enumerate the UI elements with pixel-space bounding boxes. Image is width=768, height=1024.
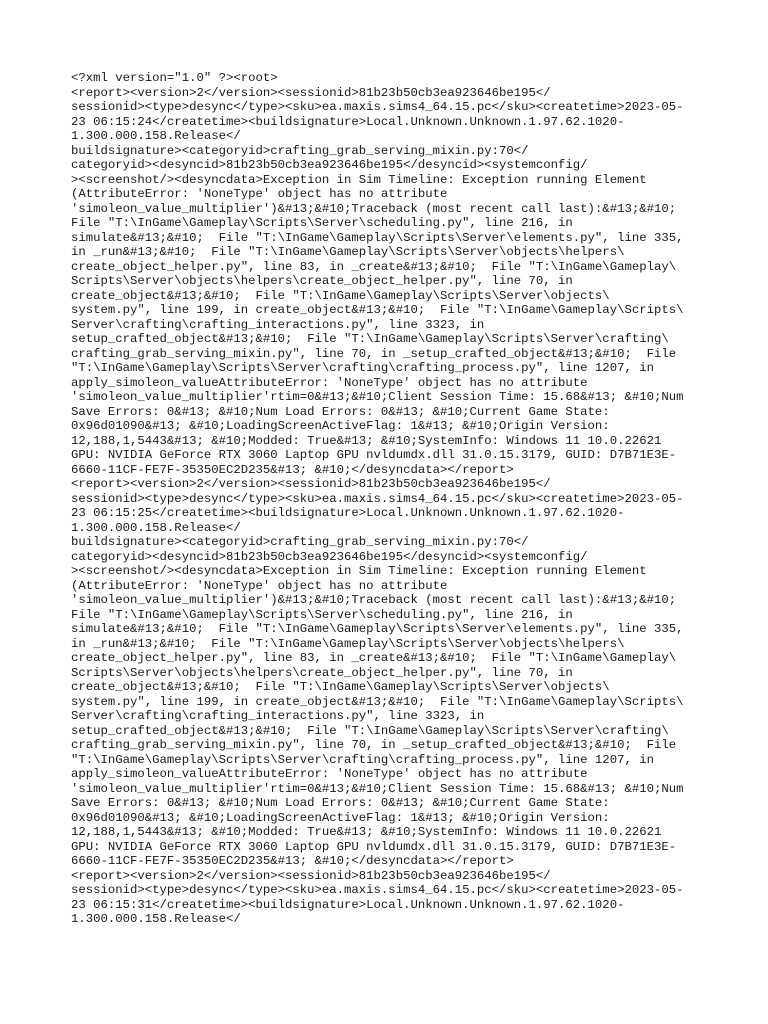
text-line: 12,188,1,5443&#13; &#10;Modded: True&#13; &#10;SystemInfo: Windows 11 10.0.22621: [71, 825, 662, 839]
text-line: (AttributeError: 'NoneType' object has no attribute: [71, 578, 448, 593]
text-line: (AttributeError: 'NoneType' object has no attribute: [71, 187, 448, 201]
text-line: create_object&#13;&#10; File "T:\InGame\Gameplay\Scripts\Server\objects\: [71, 288, 610, 303]
text-line: <report><version>2</version><sessionid>81b23b50cb3ea923646be195</: [71, 85, 551, 100]
text-line: 6660-11CF-FE7F-35350EC2D235&#13; &#10;</desyncdata></report>: [71, 462, 514, 477]
text-line: apply_simoleon_valueAttributeError: 'NoneType' object has no attribute: [71, 375, 588, 390]
text-line: create_object&#13;&#10; File "T:\InGame\Gameplay\Scripts\Server\objects\: [71, 680, 610, 694]
text-line: setup_crafted_object&#13;&#10; File "T:\InGame\Gameplay\Scripts\Server\crafting\: [71, 332, 669, 346]
text-line: buildsignature><categoryid>crafting_grab_serving_mixin.py:70</: [71, 535, 529, 549]
text-line: 23 06:15:24</createtime><buildsignature>Local.Unknown.Unknown.1.97.62.1020-: [71, 114, 625, 129]
text-line: create_object_helper.py", line 83, in _create&#13;&#10; File "T:\InGame\Gameplay\: [71, 259, 677, 274]
text-line: 0x96d01090&#13; &#10;LoadingScreenActiveFlag: 1&#13; &#10;Origin Version:: [71, 810, 610, 825]
text-line: buildsignature><categoryid>crafting_grab_serving_mixin.py:70</: [71, 143, 529, 158]
text-line: 'simoleon_value_multiplier')&#13;&#10;Traceback (most recent call last):&#13;&#10;: [71, 593, 677, 607]
text-line: GPU: NVIDIA GeForce RTX 3060 Laptop GPU nvldumdx.dll 31.0.15.3179, GUID: D7B71E3E-: [71, 448, 677, 462]
text-line: in _run&#13;&#10; File "T:\InGame\Gameplay\Scripts\Server\objects\helpers\: [71, 245, 625, 259]
text-line: 23 06:15:25</createtime><buildsignature>Local.Unknown.Unknown.1.97.62.1020-: [71, 506, 625, 520]
text-line: "T:\InGame\Gameplay\Scripts\Server\crafting\crafting_process.py", line 1207, in: [71, 752, 654, 767]
text-line: 6660-11CF-FE7F-35350EC2D235&#13; &#10;</desyncdata></report>: [71, 854, 514, 868]
text-line: Server\crafting\crafting_interactions.py", line 3323, in: [71, 709, 485, 723]
text-line: 1.300.000.158.Release</: [71, 520, 241, 535]
text-line: File "T:\InGame\Gameplay\Scripts\Server\scheduling.py", line 216, in: [71, 216, 573, 230]
text-line: Server\crafting\crafting_interactions.py", line 3323, in: [71, 317, 485, 332]
text-line: categoryid><desyncid>81b23b50cb3ea923646be195</desyncid><systemconfig/: [71, 158, 588, 172]
text-line: simulate&#13;&#10; File "T:\InGame\Gameplay\Scripts\Server\elements.py", line 335,: [71, 622, 684, 636]
text-line: <report><version>2</version><sessionid>81b23b50cb3ea923646be195</: [71, 868, 551, 883]
text-line: "T:\InGame\Gameplay\Scripts\Server\crafting\crafting_process.py", line 1207, in: [71, 361, 654, 375]
text-line: system.py", line 199, in create_object&#13;&#10; File "T:\InGame\Gameplay\Scripts\: [71, 694, 684, 709]
text-line: system.py", line 199, in create_object&#13;&#10; File "T:\InGame\Gameplay\Scripts\: [71, 303, 684, 317]
text-line: crafting_grab_serving_mixin.py", line 70, in _setup_crafted_object&#13;&#10; File: [71, 346, 677, 361]
text-line: 'simoleon_value_multiplier'rtim=0&#13;&#10;Client Session Time: 15.68&#13; &#10;Num: [71, 390, 684, 404]
text-line: Save Errors: 0&#13; &#10;Num Load Errors: 0&#13; &#10;Current Game State:: [71, 404, 610, 419]
text-line: sessionid><type>desync</type><sku>ea.maxis.sims4_64.15.pc</sku><createtime>2023-05-: [71, 100, 684, 114]
text-line: <?xml version="1.0" ?><root>: [71, 71, 278, 85]
text-line: Scripts\Server\objects\helpers\create_object_helper.py", line 70, in: [71, 274, 573, 288]
text-line: create_object_helper.py", line 83, in _create&#13;&#10; File "T:\InGame\Gameplay\: [71, 651, 677, 665]
text-line: 1.300.000.158.Release</: [71, 912, 241, 926]
xml-log-text: [71, 71, 711, 927]
text-line: 'simoleon_value_multiplier')&#13;&#10;Traceback (most recent call last):&#13;&#10;: [71, 201, 677, 216]
text-line: apply_simoleon_valueAttributeError: 'NoneType' object has no attribute: [71, 767, 588, 781]
text-line: ><screenshot/><desyncdata>Exception in Sim Timeline: Exception running Element: [71, 172, 647, 187]
text-line: Save Errors: 0&#13; &#10;Num Load Errors: 0&#13; &#10;Current Game State:: [71, 796, 610, 810]
text-line: ><screenshot/><desyncdata>Exception in Sim Timeline: Exception running Element: [71, 564, 647, 578]
text-line: 1.300.000.158.Release</: [71, 129, 241, 143]
text-line: 0x96d01090&#13; &#10;LoadingScreenActiveFlag: 1&#13; &#10;Origin Version:: [71, 419, 610, 433]
text-line: crafting_grab_serving_mixin.py", line 70, in _setup_crafted_object&#13;&#10; File: [71, 738, 677, 752]
text-line: GPU: NVIDIA GeForce RTX 3060 Laptop GPU nvldumdx.dll 31.0.15.3179, GUID: D7B71E3E-: [71, 839, 677, 854]
text-line: File "T:\InGame\Gameplay\Scripts\Server\scheduling.py", line 216, in: [71, 607, 573, 622]
text-line: sessionid><type>desync</type><sku>ea.maxis.sims4_64.15.pc</sku><createtime>2023-05-: [71, 491, 684, 506]
text-line: <report><version>2</version><sessionid>81b23b50cb3ea923646be195</: [71, 477, 551, 491]
text-line: in _run&#13;&#10; File "T:\InGame\Gameplay\Scripts\Server\objects\helpers\: [71, 636, 625, 651]
text-line: 12,188,1,5443&#13; &#10;Modded: True&#13; &#10;SystemInfo: Windows 11 10.0.22621: [71, 433, 662, 448]
text-line: setup_crafted_object&#13;&#10; File "T:\InGame\Gameplay\Scripts\Server\crafting\: [71, 723, 669, 738]
text-line: 'simoleon_value_multiplier'rtim=0&#13;&#10;Client Session Time: 15.68&#13; &#10;Num: [71, 781, 684, 796]
text-line: Scripts\Server\objects\helpers\create_object_helper.py", line 70, in: [71, 665, 573, 680]
text-line: 23 06:15:31</createtime><buildsignature>Local.Unknown.Unknown.1.97.62.1020-: [71, 897, 625, 912]
text-line: simulate&#13;&#10; File "T:\InGame\Gameplay\Scripts\Server\elements.py", line 335,: [71, 230, 684, 245]
text-line: categoryid><desyncid>81b23b50cb3ea923646be195</desyncid><systemconfig/: [71, 549, 588, 564]
text-line: sessionid><type>desync</type><sku>ea.maxis.sims4_64.15.pc</sku><createtime>2023-05-: [71, 883, 684, 897]
